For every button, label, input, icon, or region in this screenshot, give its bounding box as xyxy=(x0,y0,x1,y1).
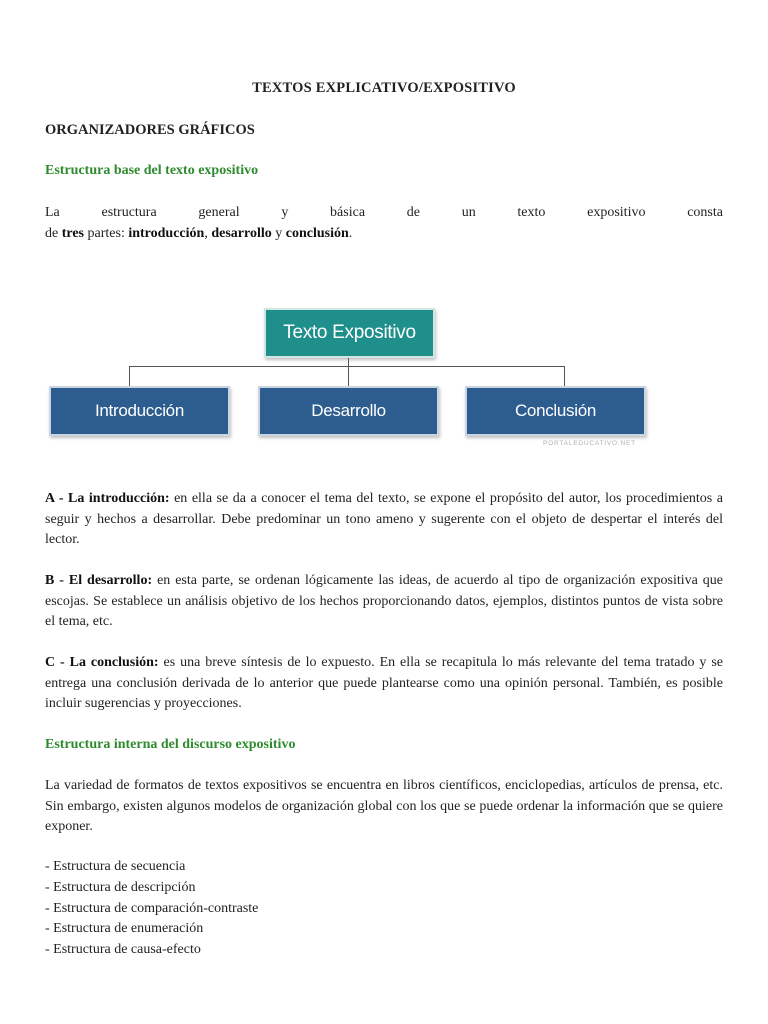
diagram-box-desarrollo: Desarrollo xyxy=(258,386,439,436)
list-item: - Estructura de enumeración xyxy=(45,921,204,937)
subheading-estructura-base: Estructura base del texto expositivo xyxy=(45,163,259,178)
diagram-box-conclusion: Conclusión xyxy=(465,386,646,436)
list-item: - Estructura de causa-efecto xyxy=(45,942,201,958)
document-title: TEXTOS EXPLICATIVO/EXPOSITIVO xyxy=(252,80,516,96)
diagram-connector-vertical xyxy=(348,358,349,386)
diagram-box-introduccion: Introducción xyxy=(49,386,230,436)
diagram-connector-horizontal xyxy=(129,366,565,367)
list-item: - Estructura de comparación-contraste xyxy=(45,900,259,916)
intro-paragraph xyxy=(45,203,723,244)
list-item: - Estructura de secuencia xyxy=(45,859,186,874)
subheading-estructura-interna: Estructura interna del discurso expositivo xyxy=(45,737,296,752)
paragraph-desarrollo: B - El desarrollo: en esta parte, se ordenan lógicamente las ideas, de acuerdo al tipo de organización expositiva que escojas. Se establece un análisis objetivo de los hechos proporcionando datos, ejemplos, distintos puntos de vista sobre el tema, etc. xyxy=(45,573,724,630)
structure-list xyxy=(45,857,258,961)
paragraph-variedad: La variedad de formatos de textos expositivos se encuentra en libros científicos, enciclopedias, artículos de prensa, etc. Sin embargo, existen algunos modelos de organización global con los que se puede ordenar la información que se quiere exponer. xyxy=(45,778,723,835)
intro-line-2: de tres partes: introducción, desarrollo y conclusión. xyxy=(45,225,353,241)
diagram-box-texto-expositivo: Texto Expositivo xyxy=(264,308,435,358)
diagram-connector-right xyxy=(564,366,565,386)
paragraph-conclusion: C - La conclusión: es una breve síntesis de lo expuesto. En ella se recapitula lo más relevante del tema tratado y se entrega una conclusión derivada de lo anterior que puede plantearse como una opinión personal. También, es posible incluir sugerencias y proyecciones. xyxy=(45,655,723,712)
structure-diagram xyxy=(45,300,645,460)
diagram-connector-left xyxy=(129,366,130,386)
list-item: - Estructura de descripción xyxy=(45,879,196,895)
diagram-watermark: PORTALEDUCATIVO.NET xyxy=(543,440,636,447)
paragraph-introduccion: A - La introducción: en ella se da a conocer el tema del texto, se expone el propósito del autor, los procedimientos a seguir y hechos a desarrollar. Debe predominar un tono ameno y sugerente con el objeto de despertar el interés del lector. xyxy=(45,491,723,548)
section-heading: ORGANIZADORES GRÁFICOS xyxy=(45,122,255,138)
intro-line-1: La estructura general y básica de un texto expositivo consta xyxy=(45,205,723,220)
